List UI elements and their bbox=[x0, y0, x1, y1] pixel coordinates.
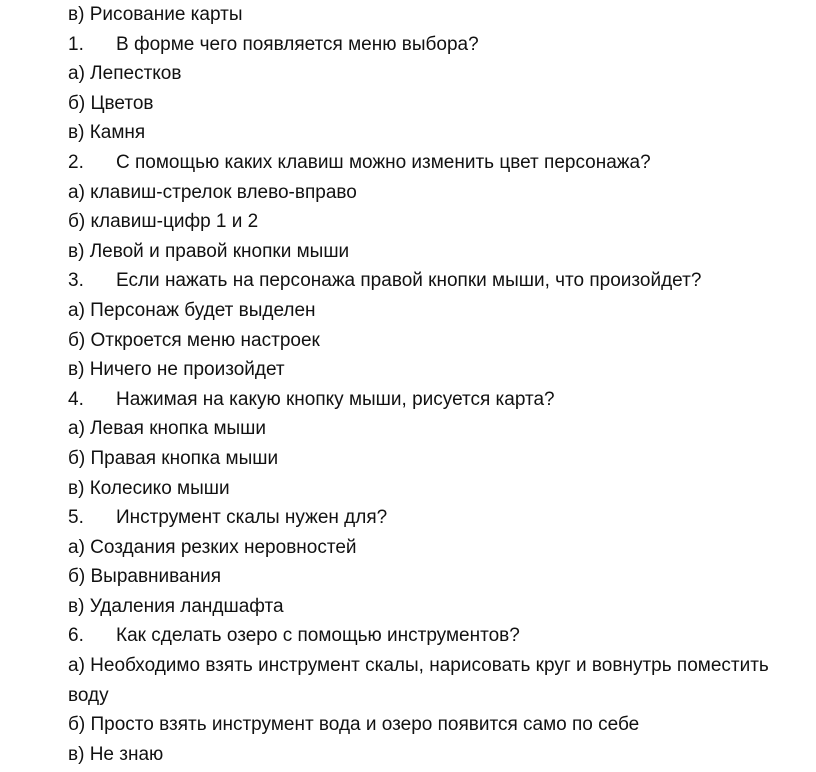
answer-option: б) Просто взять инструмент вода и озеро появится само по себе bbox=[68, 714, 640, 736]
answer-option: в) Левой и правой кнопки мыши bbox=[68, 240, 350, 262]
question-line bbox=[68, 30, 798, 60]
question-number: 5. bbox=[68, 507, 84, 529]
question-number: 2. bbox=[68, 151, 84, 173]
question-text: С помощью каких клавиш можно изменить цвет персонажа? bbox=[116, 151, 651, 173]
question-line bbox=[68, 503, 798, 533]
question-text: В форме чего появляется меню выбора? bbox=[116, 33, 479, 55]
question-number: 1. bbox=[68, 33, 84, 55]
question-text: Нажимая на какую кнопку мыши, рисуется карта? bbox=[116, 388, 555, 410]
answer-option: а) Необходимо взять инструмент скалы, нарисовать круг и вовнутрь поместить воду bbox=[68, 655, 769, 706]
answer-option: б) Выравнивания bbox=[68, 566, 221, 588]
answer-option: а) Лепестков bbox=[68, 63, 182, 85]
question-number: 3. bbox=[68, 270, 84, 292]
question-text: Инструмент скалы нужен для? bbox=[116, 507, 388, 529]
answer-option: в) Камня bbox=[68, 122, 146, 144]
answer-option: б) Откроется меню настроек bbox=[68, 329, 320, 351]
question-line bbox=[68, 148, 798, 178]
question-text: Если нажать на персонажа правой кнопки мыши, что произойдет? bbox=[116, 270, 702, 292]
answer-option: б) Правая кнопка мыши bbox=[68, 447, 279, 469]
document-body bbox=[68, 0, 798, 769]
answer-option: в) Не знаю bbox=[68, 743, 164, 765]
question-line bbox=[68, 621, 798, 651]
answer-option: а) Левая кнопка мыши bbox=[68, 418, 267, 440]
answer-option: в) Ничего не произойдет bbox=[68, 359, 285, 381]
question-number: 4. bbox=[68, 388, 84, 410]
answer-option: а) Персонаж будет выделен bbox=[68, 299, 316, 321]
answer-option: б) Цветов bbox=[68, 92, 154, 114]
answer-option: б) клавиш-цифр 1 и 2 bbox=[68, 211, 259, 233]
question-text: Как сделать озеро с помощью инструментов? bbox=[116, 625, 520, 647]
answer-option: в) Колесико мыши bbox=[68, 477, 230, 499]
answer-option: а) Создания резких неровностей bbox=[68, 536, 357, 558]
answer-option: в) Рисование карты bbox=[68, 4, 243, 25]
question-line bbox=[68, 266, 798, 296]
question-line bbox=[68, 385, 798, 415]
answer-option: в) Удаления ландшафта bbox=[68, 595, 284, 617]
answer-option: а) клавиш-стрелок влево-вправо bbox=[68, 181, 357, 203]
question-number: 6. bbox=[68, 625, 84, 647]
